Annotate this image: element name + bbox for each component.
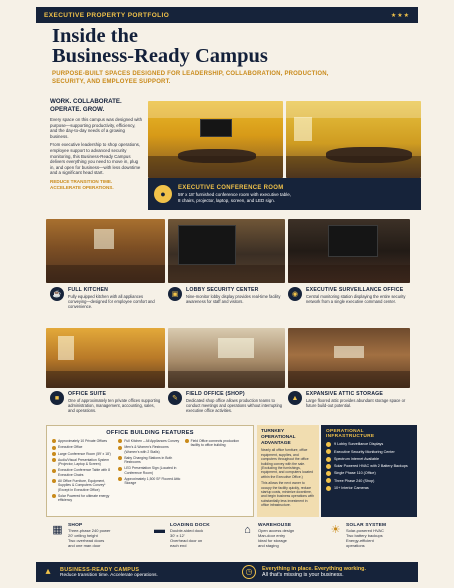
features-column-2	[118, 439, 181, 505]
kitchen-photo	[46, 219, 165, 283]
feature-item: Men's & Women's Restrooms (Women's with 2 Stalls)	[118, 445, 181, 454]
spec-line: Overhead door on	[170, 538, 203, 543]
attic-photo	[288, 328, 410, 388]
spec-line: Three-phase 240 power	[68, 528, 111, 533]
conference-description	[178, 192, 291, 203]
check-icon	[118, 439, 122, 443]
room-title: FULL KITCHEN	[68, 287, 109, 293]
spec-line: 20' ceiling height	[68, 533, 98, 538]
intro-heading	[50, 98, 143, 114]
monitor-icon	[326, 442, 331, 447]
spec-line: Open access design	[258, 528, 295, 533]
spec-line: Two battery backups	[346, 533, 383, 538]
infrastructure-item: 10+ Interior Cameras	[326, 486, 412, 491]
infrastructure-item: Executive Security Monitoring Center	[326, 449, 412, 454]
feature-item: Audio/Visual Presentation System (Projector, Laptop & Screen)	[52, 458, 115, 467]
page-subtitle: PURPOSE-BUILT SPACES DESIGNED FOR LEADERSHIP, COLLABORATION, PRODUCTION, SECURITY, AND EMPLOYEE SUPPORT.	[52, 71, 329, 85]
surveillance-photo	[288, 219, 410, 283]
building-icon: ▴	[45, 566, 51, 577]
clock-icon: ◷	[242, 565, 256, 579]
shield-icon	[326, 449, 331, 454]
spec-line: Ideal for storage	[258, 538, 287, 543]
intro-paragraph-2: From executive leadership to shop operations, employee support to advanced security monitoring, this Business-Ready Campus delivers everything you need to move in, plug in, and open for business—with less downtime and a significant head start.	[50, 142, 141, 176]
photo-projector-screen	[200, 119, 232, 137]
photo-window	[294, 117, 312, 141]
conference-room-photo	[148, 101, 283, 178]
room-field-office	[168, 391, 284, 414]
check-icon	[52, 446, 56, 450]
spec-line: each end	[170, 543, 187, 548]
room-description: Large floored attic provides abundant storage space or future build-out potential.	[306, 398, 406, 409]
wifi-icon	[326, 457, 331, 462]
camera-icon: ◉	[288, 287, 302, 301]
intro-cta-line-1: REDUCE TRANSITION TIME.	[50, 178, 113, 184]
advantage-title-line-1: TURNKEY	[261, 429, 285, 434]
room-lobby	[168, 287, 284, 304]
stars-icon: ★★★	[390, 12, 410, 19]
room-title: FIELD OFFICE (SHOP)	[186, 391, 245, 397]
spec-line: Energy-efficient	[346, 538, 374, 543]
feature-item: Solar Powered for ultimate energy efficiency	[52, 494, 115, 503]
spec-title: WAREHOUSE	[258, 523, 292, 528]
intro-cta	[50, 179, 143, 190]
spec-line: Solar-powered HVAC	[346, 528, 384, 533]
room-description: Central monitoring station displaying the entire security network from a single executive command center.	[306, 294, 406, 305]
photo-floor	[288, 371, 410, 388]
features-column-1	[52, 439, 115, 505]
lobby-photo	[168, 219, 285, 283]
check-icon	[52, 439, 56, 443]
title-line-2: Business-Ready Campus	[52, 45, 268, 67]
check-icon	[118, 456, 122, 460]
infrastructure-item: Single Phase 110 (Office)	[326, 471, 412, 476]
intro-heading-line-1: WORK. COLLABORATE.	[50, 98, 122, 105]
photo-whiteboard	[218, 338, 254, 358]
spec-line: 30' x 12'	[170, 533, 185, 538]
spec-solar	[328, 523, 416, 548]
camera-icon	[326, 486, 331, 491]
check-icon	[118, 477, 122, 481]
room-kitchen	[50, 287, 162, 310]
infrastructure-item: 9 Lobby Surveillance Displays	[326, 442, 412, 447]
sun-icon: ☀	[330, 524, 341, 536]
spec-title: LOADING DOCK	[170, 523, 210, 528]
photo-floor	[46, 371, 165, 388]
spec-line: operations	[346, 543, 365, 548]
check-icon	[185, 439, 189, 443]
box-icon: ▲	[288, 391, 302, 405]
advantage-title-line-2: OPERATIONAL ADVANTAGE	[261, 434, 296, 446]
conference-room-photo-2	[286, 101, 421, 178]
infrastructure-title: OPERATIONAL INFRASTRUCTURE	[326, 429, 375, 439]
room-title: LOBBY SECURITY CENTER	[186, 287, 259, 293]
advantage-text	[261, 448, 315, 507]
room-attic	[288, 391, 413, 408]
footer-right-line-2: All that's missing is your business.	[262, 572, 344, 578]
photo-window	[58, 336, 74, 360]
feature-item: All Office Furniture, Equipment, Supplies & Computers Convey* (Except in Executive Office)	[52, 479, 115, 492]
title-line-1: Inside the	[52, 25, 139, 47]
intro-column	[50, 98, 143, 190]
kitchen-icon: ☕	[50, 287, 64, 301]
footer-right	[262, 566, 366, 578]
photo-floor	[168, 265, 285, 283]
portfolio-label: EXECUTIVE PROPERTY PORTFOLIO	[44, 11, 170, 19]
spec-loading-dock	[152, 523, 230, 548]
feature-item: Full Kitchen – All Appliances Convey	[118, 439, 181, 443]
advantage-title	[261, 429, 315, 446]
shop-icon: ▦	[52, 524, 63, 536]
intro-heading-line-2: OPERATE. GROW.	[50, 106, 105, 113]
conference-title: EXECUTIVE CONFERENCE ROOM	[178, 184, 284, 191]
field-office-photo	[168, 328, 285, 388]
spec-line: and staging	[258, 543, 279, 548]
clipboard-icon: ✎	[168, 391, 182, 405]
photo-monitor	[328, 225, 378, 257]
bolt-icon	[326, 478, 331, 483]
feature-item: Field Office connects production facility to office building	[185, 439, 248, 448]
footer-left	[60, 567, 210, 578]
infrastructure-item: Spectrum Internet Available	[326, 457, 412, 462]
photo-light	[334, 346, 364, 358]
photo-floor	[148, 156, 283, 178]
check-icon	[52, 494, 56, 498]
feature-item: Large Conference Room (59' x 18')	[52, 452, 115, 456]
features-column-3	[185, 439, 248, 505]
office-suite-photo	[46, 328, 165, 388]
office-features-panel	[46, 425, 254, 517]
spec-line: Two overhead doors	[68, 538, 105, 543]
room-title: OFFICE SUITE	[68, 391, 107, 397]
photo-floor	[168, 371, 285, 388]
room-description: Dedicated shop office allows production teams to conduct meetings and operations without interrupting executive office activities.	[186, 398, 283, 414]
check-icon	[118, 446, 122, 450]
room-surveillance	[288, 287, 413, 304]
room-office-suite	[50, 391, 162, 414]
top-banner	[36, 7, 418, 23]
room-description: One of approximately ten private offices supporting administration, management, accounting, sales, and operations.	[68, 398, 161, 414]
check-icon	[52, 458, 56, 462]
sun-icon	[326, 464, 331, 469]
feature-item: Approximately 1,500 SF Floored Attic Storage	[118, 477, 181, 486]
footer-banner	[36, 562, 418, 582]
feature-item: LED Presentation Sign (Located in Conference Room)	[118, 466, 181, 475]
footer-title: BUSINESS-READY CAMPUS	[60, 566, 140, 573]
photo-floor	[286, 156, 421, 178]
check-icon	[52, 479, 56, 483]
infrastructure-item: Three Phase 240 (Shop)	[326, 478, 412, 483]
room-description: Nine-monitor lobby display provides real-time facility awareness for staff and visitors.	[186, 294, 281, 305]
photo-floor	[46, 265, 165, 283]
turnkey-advantage-panel	[257, 425, 319, 517]
check-icon	[118, 467, 122, 471]
check-icon	[52, 469, 56, 473]
feature-item: Executive Office	[52, 445, 115, 449]
monitor-icon: ▣	[168, 287, 182, 301]
spec-line: Man-door entry	[258, 533, 286, 538]
spec-shop	[50, 523, 142, 548]
room-description: Fully equipped kitchen with all appliances conveying—designed for employee comfort and convenience.	[68, 294, 155, 310]
page-title	[52, 26, 268, 66]
people-icon: ●	[154, 185, 172, 203]
truck-icon: ▬	[154, 524, 165, 536]
photo-ceiling	[286, 101, 421, 118]
footer-right-line-1: Everything in place. Everything working.	[262, 566, 366, 572]
advantage-paragraph-1: Nearly all office furniture, office equipment, supplies, and computers throughout the office building convey with the sale. (Excluding the furnishings, equipment, and computers located within the Executive Office.)	[261, 448, 314, 479]
photo-window	[94, 229, 114, 249]
briefcase-icon: ■	[50, 391, 64, 405]
room-title: EXECUTIVE SURVEILLANCE OFFICE	[306, 287, 404, 293]
feature-item: Approximately 10 Private Offices	[52, 439, 115, 443]
feature-item: Baby Changing Stations in Both Restrooms	[118, 456, 181, 465]
advantage-paragraph-2: This allows the next owner to occupy the facility quickly, reduce startup costs, minimize downtime, and begin business operations with substantially less investment in office infrastructure.	[261, 481, 314, 508]
spec-title: SOLAR SYSTEM	[346, 523, 387, 528]
infrastructure-item: Solar Powered HVAC with 2 Battery Backups	[326, 464, 412, 469]
spec-warehouse	[240, 523, 320, 548]
footer-tagline: Reduce transition time. Accelerate operations.	[60, 572, 158, 578]
room-title: EXPANSIVE ATTIC STORAGE	[306, 391, 384, 397]
feature-item: Executive Conference Table with 8 Executive Chairs	[52, 468, 115, 477]
intro-body	[50, 117, 143, 176]
operational-infrastructure-panel	[321, 425, 417, 517]
conference-description-line-1: 59' x 18' furnished conference room with executive table,	[178, 191, 292, 197]
spec-title: SHOP	[68, 523, 83, 528]
features-title: OFFICE BUILDING FEATURES	[106, 430, 194, 436]
spec-line: and one man door	[68, 543, 101, 548]
conference-caption	[148, 178, 421, 210]
photo-ceiling	[148, 101, 283, 118]
intro-cta-line-2: ACCELERATE OPERATIONS.	[50, 184, 114, 190]
conference-description-line-2: 8 chairs, projector, laptop, screen, and LED sign.	[178, 197, 276, 203]
spec-line: Double-sided dock	[170, 528, 204, 533]
photo-floor	[288, 265, 410, 283]
plug-icon	[326, 471, 331, 476]
photo-monitor-wall	[178, 225, 236, 265]
warehouse-icon: ⌂	[244, 524, 251, 536]
intro-paragraph-1: Every space on this campus was designed with purpose—supporting productivity, efficiency, and the day-to-day needs of a growing business.	[50, 117, 143, 139]
check-icon	[52, 452, 56, 456]
